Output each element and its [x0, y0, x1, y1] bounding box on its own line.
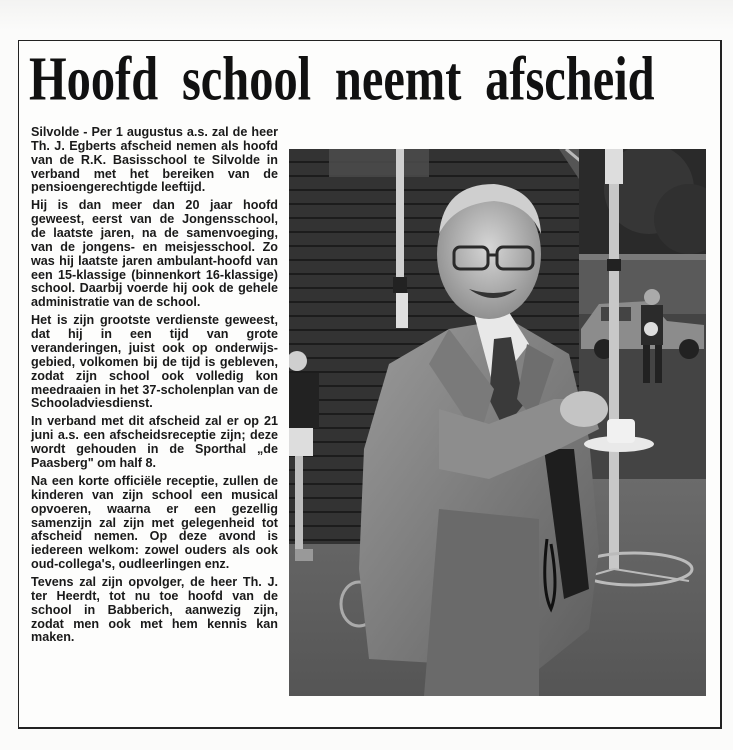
- paragraph-intro: Silvolde - Per 1 augustus a.s. zal de heer Th. J. Egberts afscheid nemen als hoofd van de R.K. Basisschool te Silvolde in verband met het bereiken van de pensioengerechtigde leeftijd.: [31, 125, 278, 195]
- paragraph-reception: In verband met dit afscheid zal er op 21 juni a.s. een afscheidsreceptie zijn; deze wordt gehouden in de Sporthal „de Paasberg" om half 8.: [31, 414, 278, 470]
- article-body: [31, 126, 278, 650]
- basket-net: [329, 149, 429, 177]
- paragraph-career: Hij is dan meer dan 20 jaar hoofd geweest, eerst van de Jongensschool, de laatste jaren, na de samenvoeging, van de jongens- en meisjesschool. Zo was hij laatste jaren ambulant-hoofd van een 15-klassige (binnenkort 16-klassige) school. Daarbij voerde hij ook de gehele administratie van de school.: [31, 198, 278, 310]
- paragraph-program: Na een korte officiële receptie, zullen de kinderen van zijn school een musical opvoeren, waarna er een gezellig samenzijn zal zijn met gelegenheid tot afscheid nemen. Op deze avond is iedereen welkom: zowel ouders als ook oud-collega's, oudleerlingen enz.: [31, 474, 278, 572]
- teacup: [607, 419, 635, 443]
- photo-illustration: [289, 149, 706, 696]
- scan-shadow: [0, 0, 733, 30]
- article-photo: [289, 149, 706, 696]
- headline: Hoofd school neemt afscheid: [29, 43, 655, 114]
- basket-pole: [396, 149, 404, 279]
- game-pole: [609, 149, 619, 569]
- paragraph-successor: Tevens zal zijn opvolger, de heer Th. J. ter Heerdt, tot nu toe hoofd van de school in Babberich, aanwezig zijn, zodat men ook met hem kennis kan maken.: [31, 575, 278, 645]
- paragraph-merit: Het is zijn grootste verdienste geweest, dat hij in een tijd van grote veranderingen, juist ook op onderwijsgebied, volkomen bij de tijd is gebleven, zodat zijn school ook volledig kon meedraaien in het 37-scholenplan van de Schooladviesdienst.: [31, 313, 278, 411]
